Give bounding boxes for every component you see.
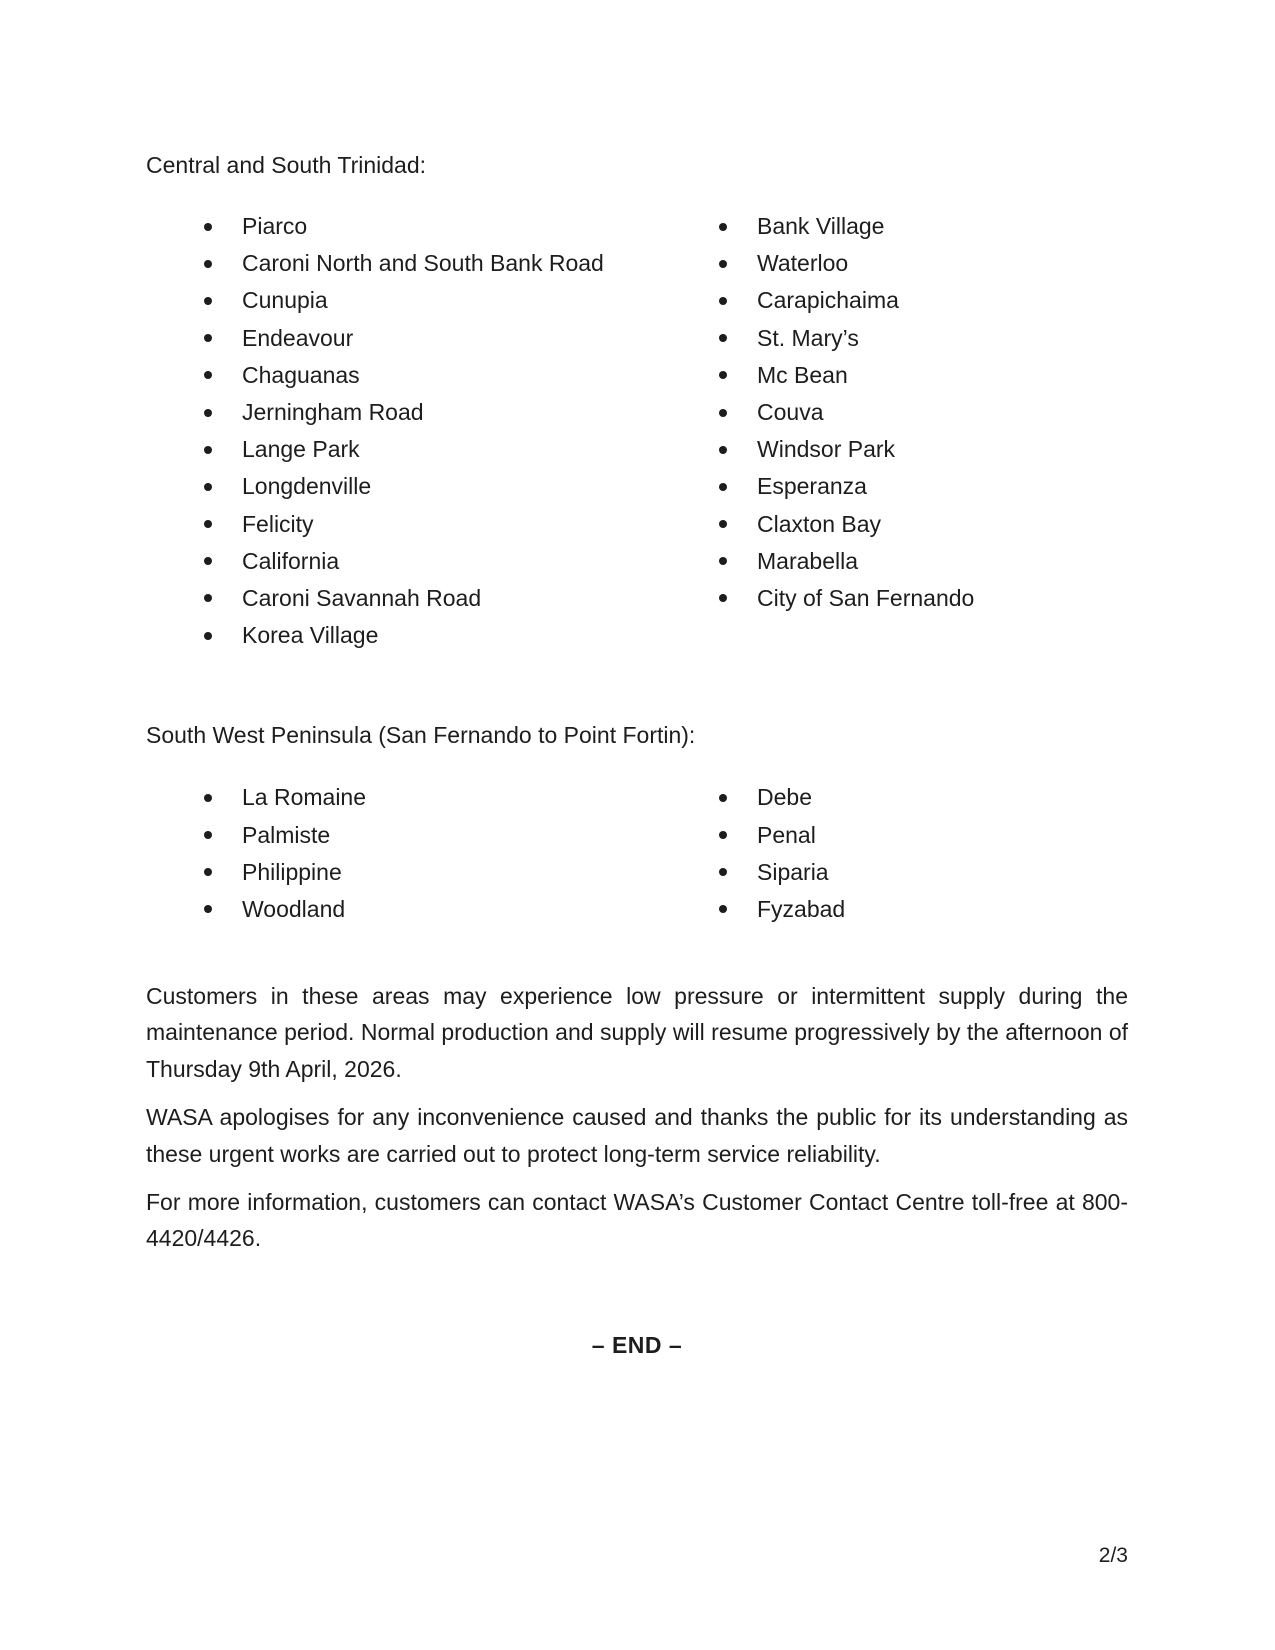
area-label: St. Mary’s [757, 324, 859, 351]
area-label: Felicity [242, 510, 314, 537]
list-item [661, 506, 1128, 543]
area-label: City of San Fernando [757, 584, 975, 611]
area-label: Claxton Bay [757, 510, 882, 537]
bullet-icon [204, 371, 212, 379]
list-item [146, 779, 661, 816]
area-label: Cunupia [242, 287, 328, 314]
bullet-icon [204, 831, 212, 839]
area-label: Mc Bean [757, 361, 848, 388]
area-list-south-west-peninsula [146, 779, 1128, 928]
list-item [661, 816, 1128, 853]
area-label: Debe [757, 784, 812, 811]
list-item [146, 245, 661, 282]
bullet-icon [204, 868, 212, 876]
area-label: La Romaine [242, 784, 367, 811]
area-label: Palmiste [242, 821, 331, 848]
bullet-icon [719, 557, 727, 565]
bullet-icon [204, 520, 212, 528]
body-paragraph-apology: WASA apologises for any inconvenience caused and thanks the public for its understanding as these urgent works are carried out to protect long-term service reliability. [146, 1104, 1128, 1167]
area-label: Bank Village [757, 213, 885, 240]
area-list-central-south [146, 208, 1128, 654]
area-label: Lange Park [242, 436, 360, 463]
list-item [146, 357, 661, 394]
bullet-icon [719, 520, 727, 528]
area-label: Caroni Savannah Road [242, 584, 482, 611]
list-item [661, 282, 1128, 319]
page-number: 2/3 [1098, 1544, 1128, 1567]
bullet-icon [719, 409, 727, 417]
page-content [146, 0, 1128, 1359]
list-item [661, 779, 1128, 816]
area-label: Chaguanas [242, 361, 360, 388]
list-item [661, 394, 1128, 431]
section-heading-south-west-peninsula: South West Peninsula (San Fernando to Point Fortin): [146, 722, 696, 749]
list-item [146, 282, 661, 319]
area-label: Woodland [242, 895, 346, 922]
bullet-icon [719, 334, 727, 342]
area-label: Carapichaima [757, 287, 899, 314]
list-item [146, 208, 661, 245]
body-paragraph-supply-notice: Customers in these areas may experience low pressure or intermittent supply during the maintenance period. Normal production and supply will resume progressively by the afternoon of Thursday 9th April, 2026. [146, 983, 1128, 1082]
body-paragraph-contact-info: For more information, customers can contact WASA’s Customer Contact Centre toll-free at 800-4420/4426. [146, 1189, 1128, 1252]
bullet-icon [204, 409, 212, 417]
bullet-icon [719, 905, 727, 913]
bullet-icon [204, 223, 212, 231]
area-label: Waterloo [757, 250, 849, 277]
area-label: Korea Village [242, 622, 379, 649]
area-label: Couva [757, 399, 824, 426]
list-item [661, 357, 1128, 394]
list-item [146, 580, 661, 617]
area-column-right [661, 208, 1128, 654]
area-label: Siparia [757, 858, 829, 885]
area-label: Philippine [242, 858, 342, 885]
list-item [661, 245, 1128, 282]
bullet-icon [719, 223, 727, 231]
bullet-icon [719, 297, 727, 305]
area-label: Jerningham Road [242, 399, 424, 426]
bullet-icon [719, 831, 727, 839]
bullet-icon [719, 371, 727, 379]
list-item [146, 506, 661, 543]
bullet-icon [204, 297, 212, 305]
bullet-icon [719, 594, 727, 602]
list-item [146, 891, 661, 928]
area-label: Piarco [242, 213, 308, 240]
list-item [146, 854, 661, 891]
bullet-icon [719, 868, 727, 876]
list-item [146, 320, 661, 357]
bullet-icon [204, 483, 212, 491]
area-column-left [146, 208, 661, 654]
bullet-icon [204, 557, 212, 565]
area-label: Longdenville [242, 473, 372, 500]
area-label: Fyzabad [757, 895, 846, 922]
list-item [661, 320, 1128, 357]
area-label: Penal [757, 821, 816, 848]
area-label: Windsor Park [757, 436, 896, 463]
bullet-icon [719, 260, 727, 268]
bullet-icon [204, 446, 212, 454]
bullet-icon [719, 483, 727, 491]
area-label: Esperanza [757, 473, 867, 500]
list-item [661, 891, 1128, 928]
end-mark: – END – [591, 1331, 683, 1358]
list-item [146, 617, 661, 654]
bullet-icon [204, 594, 212, 602]
list-item [661, 208, 1128, 245]
area-label: Marabella [757, 547, 858, 574]
list-item [661, 854, 1128, 891]
bullet-icon [204, 632, 212, 640]
list-item [661, 468, 1128, 505]
area-column-left [146, 779, 661, 928]
area-column-right [661, 779, 1128, 928]
area-label: Caroni North and South Bank Road [242, 250, 604, 277]
list-item [146, 468, 661, 505]
list-item [661, 543, 1128, 580]
list-item [661, 431, 1128, 468]
bullet-icon [719, 794, 727, 802]
list-item [146, 543, 661, 580]
list-item [146, 816, 661, 853]
bullet-icon [719, 446, 727, 454]
section-heading-central-south-trinidad: Central and South Trinidad: [146, 152, 427, 178]
bullet-icon [204, 334, 212, 342]
list-item [146, 431, 661, 468]
list-item [146, 394, 661, 431]
bullet-icon [204, 905, 212, 913]
area-label: Endeavour [242, 324, 354, 351]
bullet-icon [204, 260, 212, 268]
list-item [661, 580, 1128, 617]
bullet-icon [204, 794, 212, 802]
area-label: California [242, 547, 340, 574]
